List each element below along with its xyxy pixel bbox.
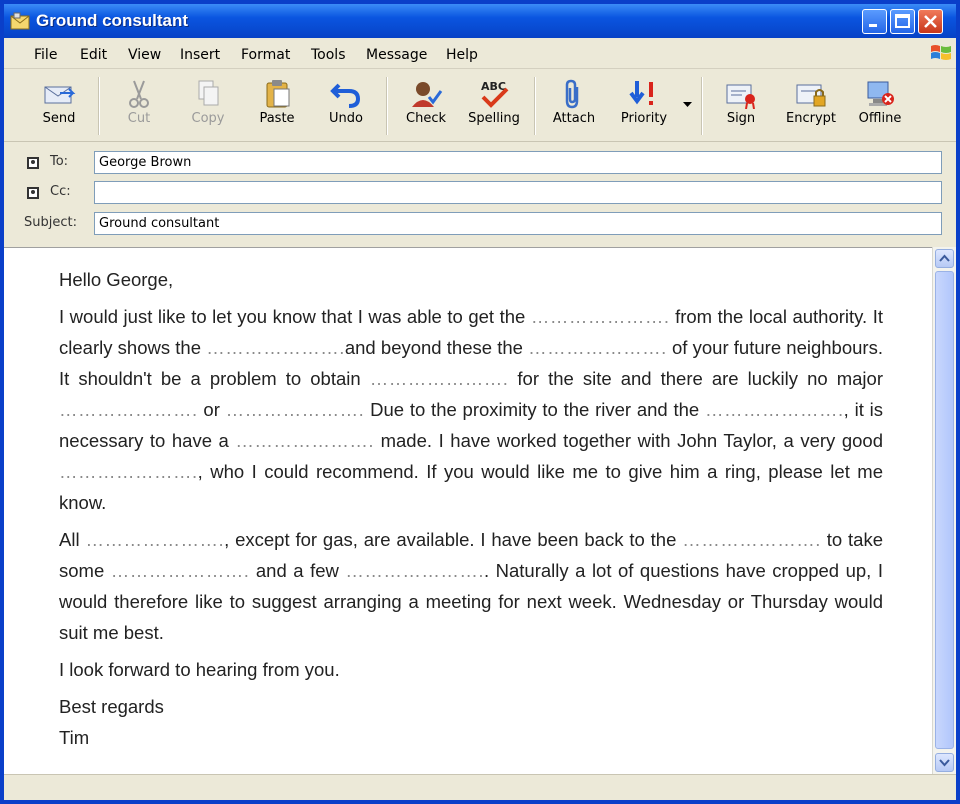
status-bar — [4, 774, 956, 801]
menu-insert[interactable]: Insert — [180, 47, 221, 63]
priority-button[interactable]: Priority — [613, 73, 675, 135]
menu-tools[interactable]: Tools — [311, 47, 346, 63]
to-label: To: — [50, 154, 69, 169]
address-book-icon[interactable] — [26, 186, 46, 200]
sign-button[interactable]: Sign — [710, 73, 772, 135]
paste-button[interactable]: Paste — [246, 73, 308, 135]
paragraph-1: I would just like to let you know that I was able to get the …………………. from the local authority. It clearly shows the ………………….and beyond these the …………………. of your future neighbours. It shouldn't be a problem to obtain …………………. for the site and there are luckily no major …………………. or …………………. Due to the proximity to the river and the …………………., it is necessary to have a …………………. made. I have worked together with John Taylor, a very good …………………., who I could recommend. If you would like me to give him a ring, please let me know. — [59, 306, 884, 513]
spelling-button[interactable]: ABC Spelling — [468, 80, 520, 126]
minimize-icon — [863, 10, 886, 33]
message-text — [59, 264, 883, 759]
maximize-icon — [891, 10, 914, 33]
vertical-scrollbar[interactable] — [932, 247, 957, 774]
menu-bar — [4, 38, 956, 69]
paste-icon — [260, 79, 294, 109]
menu-edit[interactable]: Edit — [80, 47, 108, 63]
menu-view[interactable]: View — [128, 47, 162, 63]
to-field[interactable]: George Brown — [94, 151, 942, 174]
cut-icon — [122, 79, 156, 109]
to-row — [4, 146, 956, 176]
minimize-button[interactable] — [862, 9, 887, 34]
encrypt-button[interactable]: Encrypt — [780, 73, 842, 135]
undo-icon — [329, 79, 363, 109]
subject-field[interactable]: Ground consultant — [94, 212, 942, 235]
signature: Tim — [59, 727, 90, 748]
message-headers — [4, 142, 956, 246]
subject-label: Subject: — [24, 215, 77, 230]
window-title: Ground consultant — [36, 11, 189, 30]
cc-row — [4, 176, 956, 206]
close-icon — [919, 10, 942, 33]
cc-label: Cc: — [50, 184, 71, 199]
toolbar — [4, 69, 956, 142]
priority-icon — [627, 79, 661, 109]
priority-dropdown-icon[interactable] — [683, 102, 692, 108]
toolbar-separator — [98, 77, 100, 135]
chevron-down-icon — [936, 754, 953, 771]
menu-help[interactable]: Help — [446, 47, 478, 63]
toolbar-separator — [701, 77, 703, 135]
chevron-up-icon — [936, 250, 953, 267]
encrypt-icon — [794, 79, 828, 109]
address-book-icon[interactable] — [26, 156, 46, 170]
spelling-icon — [477, 79, 511, 109]
attach-button[interactable]: Attach — [543, 73, 605, 135]
closing-regards: Best regards — [59, 696, 164, 717]
scroll-thumb[interactable] — [935, 271, 954, 749]
scroll-down-button[interactable] — [935, 753, 954, 772]
cut-button[interactable]: Cut — [108, 73, 170, 135]
svg-text:ABC: ABC — [481, 80, 506, 93]
sign-icon — [724, 79, 758, 109]
toolbar-separator — [534, 77, 536, 135]
send-icon — [42, 79, 76, 109]
envelope-icon — [10, 12, 30, 30]
cc-field[interactable] — [94, 181, 942, 204]
message-body[interactable] — [4, 247, 932, 775]
menu-message[interactable]: Message — [366, 47, 428, 63]
check-names-icon — [409, 79, 443, 109]
send-button[interactable]: Send — [28, 73, 90, 135]
title-bar — [4, 4, 956, 38]
closing-line: I look forward to hearing from you. — [59, 659, 340, 680]
undo-button[interactable]: Undo — [315, 73, 377, 135]
menu-format[interactable]: Format — [241, 47, 291, 63]
close-button[interactable] — [918, 9, 943, 34]
copy-icon — [191, 79, 225, 109]
paperclip-icon — [557, 79, 591, 109]
check-button[interactable]: Check — [395, 73, 457, 135]
maximize-button[interactable] — [890, 9, 915, 34]
greeting: Hello George, — [59, 269, 174, 290]
subject-row — [4, 207, 956, 237]
copy-button[interactable]: Copy — [177, 73, 239, 135]
paragraph-2: All …………………., except for gas, are available. I have been back to the …………………. to take some …………………. and a few ………………….. Naturally a lot of questions have cropped up, I would therefore like to suggest arranging a meeting for next week. Wednesday or Thursday would suit me best. — [59, 529, 884, 643]
offline-icon — [863, 79, 897, 109]
offline-button[interactable]: Offline — [849, 73, 911, 135]
toolbar-separator — [386, 77, 388, 135]
windows-logo-icon — [930, 43, 952, 63]
scroll-up-button[interactable] — [935, 249, 954, 268]
menu-file[interactable]: File — [34, 47, 58, 63]
